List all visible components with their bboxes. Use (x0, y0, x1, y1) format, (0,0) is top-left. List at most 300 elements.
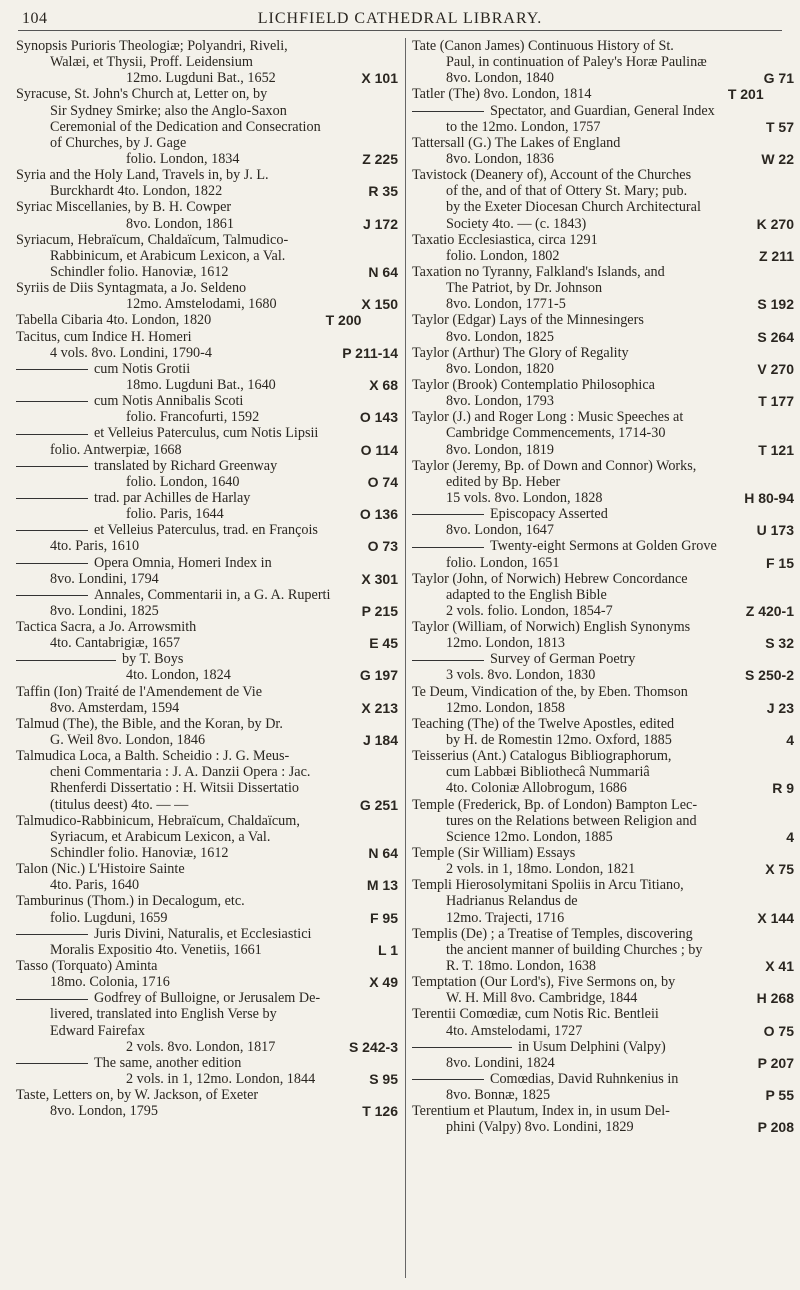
entry-line (16, 199, 398, 215)
catalogue-entry (16, 329, 398, 361)
entry-line (16, 54, 398, 70)
entry-text: Ceremonial of the Dedication and Consecration (50, 118, 321, 135)
entry-imprint (16, 296, 398, 312)
entry-line (16, 587, 398, 603)
entry-imprint (16, 409, 398, 425)
shelf-mark: 4 (786, 732, 794, 749)
catalogue-entry (412, 1006, 794, 1038)
entry-line (412, 377, 794, 393)
ditto-rule (16, 401, 88, 402)
entry-line (412, 764, 794, 780)
entry-line (412, 1087, 794, 1103)
entry-line (412, 651, 794, 667)
entry-line (16, 86, 398, 102)
shelf-mark: S 95 (369, 1071, 398, 1087)
entry-text: Science 12mo. London, 1885 (446, 828, 613, 845)
entry-text: Talmud (The), the Bible, and the Koran, by Dr. (16, 715, 283, 732)
entry-line (412, 990, 794, 1006)
entry-line (412, 409, 794, 425)
entry-line (16, 183, 398, 199)
entry-line (412, 861, 794, 877)
entry-text: 8vo. London, 1825 (446, 328, 554, 345)
shelf-mark: Z 225 (362, 150, 398, 167)
entry-line (412, 813, 794, 829)
entry-imprint (16, 1039, 398, 1055)
shelf-mark: 4 (786, 828, 794, 845)
catalogue-entry (412, 1103, 794, 1135)
entry-text: cum Notis Grotii (94, 360, 191, 377)
entry-line (412, 587, 794, 603)
entry-text: Temptation (Our Lord's), Five Sermons on, by (412, 974, 676, 991)
entry-line (412, 1039, 794, 1055)
entry-text: by the Exeter Diocesan Church Architectural (446, 199, 701, 216)
catalogue-entry (412, 619, 794, 651)
entry-text: of the, and of that of Ottery St. Mary; pub. (446, 183, 688, 200)
shelf-mark: S 250-2 (744, 667, 794, 684)
catalogue-entry (412, 103, 794, 135)
entry-line (412, 345, 794, 361)
entry-text: Burckhardt 4to. London, 1822 (50, 183, 223, 200)
entry-line (412, 361, 794, 377)
entry-text: 12mo. Trajecti, 1716 (446, 909, 565, 926)
entry-line (16, 38, 398, 54)
entry-text: 8vo. Londini, 1794 (50, 570, 159, 587)
shelf-mark: U 173 (756, 522, 794, 539)
entry-text: G. Weil 8vo. London, 1846 (50, 732, 206, 749)
ditto-rule (412, 514, 484, 515)
entry-line (16, 1103, 398, 1119)
catalogue-entry (412, 458, 794, 506)
catalogue-entry (412, 345, 794, 377)
catalogue-entry (16, 1087, 398, 1119)
shelf-mark: Z 211 (758, 247, 794, 264)
entry-text: The Patriot, by Dr. Johnson (446, 280, 603, 297)
entry-line (16, 619, 398, 635)
shelf-mark: X 68 (369, 376, 398, 393)
entry-line (16, 845, 398, 861)
catalogue-entry (412, 571, 794, 619)
entry-line (412, 151, 794, 167)
ditto-rule (16, 466, 88, 467)
entry-text: Tasso (Torquato) Aminta (16, 958, 158, 975)
entry-text: et Velleius Paterculus, trad. en François (94, 522, 318, 539)
entry-text: 8vo. London, 1647 (446, 522, 554, 539)
ditto-rule (412, 547, 484, 548)
entry-text: Tattersall (G.) The Lakes of England (412, 134, 621, 151)
entry-line (16, 425, 398, 441)
entry-text: Taylor (Brook) Contemplatio Philosophica (412, 376, 655, 393)
entry-text: 2 vols. folio. London, 1854-7 (446, 602, 613, 619)
entry-line (16, 393, 398, 409)
entry-line (16, 748, 398, 764)
entry-text: cheni Commentaria : J. A. Danzii Opera : Jac. (50, 764, 311, 781)
shelf-mark: F 95 (369, 909, 398, 926)
entry-text: Taylor (J.) and Roger Long : Music Speeches at (412, 409, 684, 426)
catalogue-entry (16, 86, 398, 167)
entry-text: folio. London, 1802 (446, 247, 560, 264)
shelf-mark: S 264 (757, 328, 794, 345)
ditto-rule (16, 934, 88, 935)
entry-line (16, 861, 398, 877)
entry-text: Society 4to. — (c. 1843) (446, 215, 587, 232)
entry-line (412, 103, 794, 119)
shelf-mark: L 1 (378, 941, 398, 958)
entry-line (16, 345, 398, 361)
entry-text: Tatler (The) 8vo. London, 1814 (412, 86, 592, 103)
imprint-text: folio. London, 1640 (126, 473, 240, 490)
shelf-mark: S 192 (757, 296, 794, 313)
entry-line (16, 764, 398, 780)
shelf-mark: X 213 (361, 699, 398, 716)
catalogue-entry (16, 990, 398, 1055)
entry-text: 4to. Paris, 1640 (50, 877, 140, 894)
entry-text: 8vo. Bonnæ, 1825 (446, 1087, 551, 1104)
entry-line (412, 555, 794, 571)
shelf-mark: N 64 (368, 263, 398, 280)
shelf-mark: E 45 (369, 635, 398, 652)
entry-line (16, 442, 398, 458)
ditto-rule (412, 1047, 512, 1048)
shelf-mark: P 211-14 (342, 344, 398, 361)
entry-text: Taylor (Edgar) Lays of the Minnesingers (412, 312, 644, 329)
entry-text: Syriacum, Hebraïcum, Chaldaïcum, Talmudico- (16, 231, 289, 248)
catalogue-entry (412, 135, 794, 167)
entry-line (412, 700, 794, 716)
entry-text: Moralis Expositio 4to. Venetiis, 1661 (50, 941, 262, 958)
catalogue-entry (16, 926, 398, 958)
entry-text: 8vo. London, 1795 (50, 1103, 158, 1120)
shelf-mark: T 200 (325, 312, 362, 329)
entry-text: Schindler folio. Hanoviæ, 1612 (50, 263, 229, 280)
catalogue-entry (412, 974, 794, 1006)
shelf-mark: F 15 (765, 554, 794, 571)
shelf-mark: T 121 (758, 441, 794, 458)
entry-line (16, 167, 398, 183)
header-rule (18, 30, 782, 31)
imprint-text: folio. Francofurti, 1592 (126, 409, 260, 426)
entry-line (412, 312, 794, 328)
entry-text: by H. de Romestin 12mo. Oxford, 1885 (446, 732, 672, 749)
entry-text: (titulus deest) 4to. — — (50, 796, 189, 813)
imprint-text: folio. Paris, 1644 (126, 506, 224, 523)
ditto-rule (16, 1063, 88, 1064)
entry-line (412, 280, 794, 296)
entry-text: Walæi, et Thysii, Proff. Leidensium (50, 54, 253, 71)
shelf-mark: O 74 (367, 473, 398, 490)
entry-line (16, 458, 398, 474)
entry-text: Rhenferdi Dissertatio : H. Witsii Dissertatio (50, 780, 299, 797)
shelf-mark: J 23 (766, 699, 794, 716)
entry-text: Episcopacy Asserted (490, 506, 608, 523)
entry-text: trad. par Achilles de Harlay (94, 489, 251, 506)
shelf-mark: P 208 (757, 1119, 794, 1136)
entry-text: 4 vols. 8vo. Londini, 1790-4 (50, 344, 212, 361)
entry-line (16, 103, 398, 119)
entry-line (16, 490, 398, 506)
imprint-text: 18mo. Lugduni Bat., 1640 (126, 376, 276, 393)
entry-line (16, 280, 398, 296)
entry-text: translated by Richard Greenway (94, 457, 278, 474)
entry-line (16, 910, 398, 926)
shelf-mark: N 64 (368, 845, 398, 862)
entry-text: Spectator, and Guardian, General Index (490, 102, 715, 119)
catalogue-entry (16, 958, 398, 990)
entry-text: Talon (Nic.) L'Histoire Sainte (16, 861, 185, 878)
shelf-mark: X 49 (369, 974, 398, 991)
shelf-mark: G 71 (763, 70, 794, 87)
shelf-mark: P 55 (765, 1087, 794, 1104)
right-column (412, 38, 794, 1136)
entry-line (16, 780, 398, 796)
entry-text: in Usum Delphini (Valpy) (518, 1038, 666, 1055)
entry-text: Taylor (Arthur) The Glory of Regality (412, 344, 629, 361)
entry-text: Syracuse, St. John's Church at, Letter on, by (16, 86, 268, 103)
entry-line (412, 1119, 794, 1135)
entry-text: Tabella Cibaria 4to. London, 1820 (16, 312, 212, 329)
catalogue-entry (412, 926, 794, 974)
entry-line (16, 684, 398, 700)
catalogue-entry (412, 409, 794, 457)
entry-text: 8vo. London, 1819 (446, 441, 554, 458)
catalogue-entry (16, 813, 398, 861)
shelf-mark: K 270 (756, 215, 794, 232)
entry-imprint (16, 1071, 398, 1087)
entry-text: 8vo. Londini, 1825 (50, 602, 159, 619)
shelf-mark: O 114 (360, 441, 398, 458)
shelf-mark: Z 420-1 (745, 602, 794, 619)
entry-imprint (16, 70, 398, 86)
catalogue-entry (16, 458, 398, 490)
entry-text: W. H. Mill 8vo. Cambridge, 1844 (446, 990, 638, 1007)
imprint-text: folio. London, 1834 (126, 150, 240, 167)
entry-text: 4to. Coloniæ Allobrogum, 1686 (446, 780, 627, 797)
catalogue-entry (16, 280, 398, 312)
entry-line (412, 910, 794, 926)
catalogue-entry (412, 1039, 794, 1071)
entry-text: the ancient manner of building Churches ; by (446, 941, 703, 958)
entry-text: Talmudico-Rabbinicum, Hebraïcum, Chaldaïcum, (16, 812, 300, 829)
entry-text: Hadrianus Relandus de (446, 893, 578, 910)
entry-text: Sir Sydney Smirke; also the Anglo-Saxon (50, 102, 287, 119)
shelf-mark: T 126 (362, 1103, 398, 1120)
entry-text: Talmudica Loca, a Balth. Scheidio : J. G. Meus- (16, 748, 290, 765)
entry-text: Teaching (The) of the Twelve Apostles, edited (412, 715, 675, 732)
ditto-rule (16, 563, 88, 564)
catalogue-entry (412, 264, 794, 312)
entry-text: 4to. Paris, 1610 (50, 538, 140, 555)
shelf-mark: P 207 (757, 1054, 794, 1071)
catalogue-entry (16, 651, 398, 683)
entry-line (412, 942, 794, 958)
catalogue-entry (412, 377, 794, 409)
entry-text: Cambridge Commencements, 1714-30 (446, 425, 666, 442)
ditto-rule (16, 660, 116, 661)
entry-text: by T. Boys (122, 651, 184, 668)
catalogue-entry (16, 312, 398, 328)
entry-text: Twenty-eight Sermons at Golden Grove (490, 538, 717, 555)
entry-imprint (16, 151, 398, 167)
entry-imprint (16, 474, 398, 490)
shelf-mark: X 144 (757, 909, 794, 926)
entry-text: Temple (Frederick, Bp. of London) Bampton Lec- (412, 796, 698, 813)
shelf-mark: O 75 (763, 1022, 794, 1039)
entry-text: Taylor (Jeremy, Bp. of Down and Connor) Works, (412, 457, 697, 474)
catalogue-entry (16, 38, 398, 86)
entry-text: Comœdias, David Ruhnkenius in (490, 1071, 679, 1087)
entry-line (412, 1055, 794, 1071)
shelf-mark: G 251 (359, 796, 398, 813)
entry-line (16, 990, 398, 1006)
entry-text: Syriacum, et Arabicum Lexicon, a Val. (50, 828, 271, 845)
entry-imprint (16, 216, 398, 232)
entry-text: 3 vols. 8vo. London, 1830 (446, 667, 596, 684)
running-title: LICHFIELD CATHEDRAL LIBRARY. (257, 10, 543, 27)
entry-line (412, 748, 794, 764)
entry-line (16, 248, 398, 264)
entry-line (412, 877, 794, 893)
entry-line (16, 571, 398, 587)
entry-text: Tactica Sacra, a Jo. Arrowsmith (16, 619, 197, 636)
entry-text: Te Deum, Vindication of the, by Eben. Thomson (412, 683, 688, 700)
entry-line (16, 361, 398, 377)
imprint-text: 2 vols. 8vo. London, 1817 (126, 1038, 276, 1055)
shelf-mark: W 22 (761, 150, 794, 167)
entry-line (412, 522, 794, 538)
entry-text: 8vo. London, 1820 (446, 360, 554, 377)
entry-text: Terentium et Plautum, Index in, in usum Del- (412, 1103, 670, 1120)
entry-text: 4to. Cantabrigiæ, 1657 (50, 635, 181, 652)
catalogue-entry (412, 716, 794, 748)
entry-text: Syriac Miscellanies, by B. H. Cowper (16, 199, 232, 216)
entry-text: 8vo. Londini, 1824 (446, 1054, 555, 1071)
entry-line (16, 974, 398, 990)
entry-text: Taste, Letters on, by W. Jackson, of Exeter (16, 1087, 259, 1104)
entry-text: Juris Divini, Naturalis, et Ecclesiastici (94, 925, 312, 942)
shelf-mark: J 172 (362, 215, 398, 232)
entry-line (412, 296, 794, 312)
entry-line (412, 329, 794, 345)
entry-text: phini (Valpy) 8vo. Londini, 1829 (446, 1119, 634, 1136)
catalogue-entry (412, 38, 794, 86)
entry-line (412, 119, 794, 135)
entry-text: Synopsis Purioris Theologiæ; Polyandri, Riveli, (16, 38, 288, 54)
entry-line (412, 199, 794, 215)
entry-line (16, 635, 398, 651)
entry-line (16, 264, 398, 280)
entry-line (412, 458, 794, 474)
entry-line (16, 555, 398, 571)
catalogue-entry (16, 619, 398, 651)
catalogue-entry (16, 393, 398, 425)
entry-text: livered, translated into English Verse by (50, 1006, 277, 1023)
entry-line (412, 38, 794, 54)
catalogue-entry (412, 845, 794, 877)
shelf-mark: R 9 (772, 780, 794, 797)
shelf-mark: R 35 (368, 183, 398, 200)
imprint-text: 4to. London, 1824 (126, 667, 231, 684)
entry-line (412, 829, 794, 845)
entry-text: 12mo. London, 1858 (446, 699, 566, 716)
entry-text: of Churches, by J. Gage (50, 134, 187, 151)
ditto-rule (412, 660, 484, 661)
shelf-mark: T 177 (758, 393, 794, 410)
entry-text: Syriis de Diis Syntagmata, a Jo. Seldeno (16, 280, 247, 297)
catalogue-entry (16, 361, 398, 393)
entry-text: 8vo. London, 1771-5 (446, 296, 566, 313)
entry-line (412, 183, 794, 199)
entry-line (412, 393, 794, 409)
entry-text: Temple (Sir William) Essays (412, 845, 576, 862)
entry-line (412, 538, 794, 554)
imprint-text: 12mo. Lugduni Bat., 1652 (126, 70, 276, 87)
catalogue-entry (16, 232, 398, 280)
entry-line (16, 716, 398, 732)
entry-line (412, 490, 794, 506)
imprint-text: 8vo. London, 1861 (126, 215, 234, 232)
entry-text: Godfrey of Bulloigne, or Jerusalem De- (94, 990, 321, 1007)
entry-line (412, 216, 794, 232)
catalogue-entry (16, 490, 398, 522)
entry-text: Survey of German Poetry (490, 651, 636, 668)
imprint-text: 12mo. Amstelodami, 1680 (126, 296, 277, 313)
catalogue-entry (412, 684, 794, 716)
catalogue-entry (412, 232, 794, 264)
catalogue-entry (412, 797, 794, 845)
entry-imprint (16, 377, 398, 393)
entry-text: Syria and the Holy Land, Travels in, by J. L. (16, 167, 269, 184)
entry-line (412, 667, 794, 683)
entry-line (16, 926, 398, 942)
entry-text: folio. London, 1651 (446, 554, 560, 571)
entry-text: 12mo. London, 1813 (446, 635, 566, 652)
entry-line (412, 442, 794, 458)
entry-text: Templis (De) ; a Treatise of Temples, discovering (412, 925, 693, 942)
catalogue-entry (16, 522, 398, 554)
shelf-mark: V 270 (757, 360, 794, 377)
catalogue-entry (16, 555, 398, 587)
entry-text: The same, another edition (94, 1054, 242, 1071)
entry-text: edited by Bp. Heber (446, 473, 561, 490)
catalogue-entry (16, 716, 398, 748)
entry-line (16, 1055, 398, 1071)
entry-text: 4to. Amstelodami, 1727 (446, 1022, 583, 1039)
entry-line (412, 232, 794, 248)
entry-text: Schindler folio. Hanoviæ, 1612 (50, 845, 229, 862)
entry-text: tures on the Relations between Religion and (446, 812, 697, 829)
entry-line (16, 522, 398, 538)
entry-line (412, 474, 794, 490)
shelf-mark: H 80-94 (744, 489, 794, 506)
entry-line (412, 797, 794, 813)
entry-line (16, 538, 398, 554)
entry-text: 8vo. Amsterdam, 1594 (50, 699, 180, 716)
catalogue-entry (16, 893, 398, 925)
left-column (16, 38, 398, 1119)
shelf-mark: X 301 (361, 570, 398, 587)
entry-text: folio. Lugduni, 1659 (50, 909, 168, 926)
catalogue-entry (16, 1055, 398, 1087)
entry-text: Taylor (John, of Norwich) Hebrew Concordance (412, 570, 688, 587)
entry-line (16, 958, 398, 974)
entry-text: folio. Antwerpiæ, 1668 (50, 441, 182, 458)
shelf-mark: O 136 (359, 506, 398, 523)
entry-line (412, 635, 794, 651)
shelf-mark: O 143 (359, 409, 398, 426)
entry-line (412, 264, 794, 280)
ditto-rule (412, 111, 484, 112)
entry-line (16, 893, 398, 909)
imprint-text: 2 vols. in 1, 12mo. London, 1844 (126, 1071, 316, 1087)
